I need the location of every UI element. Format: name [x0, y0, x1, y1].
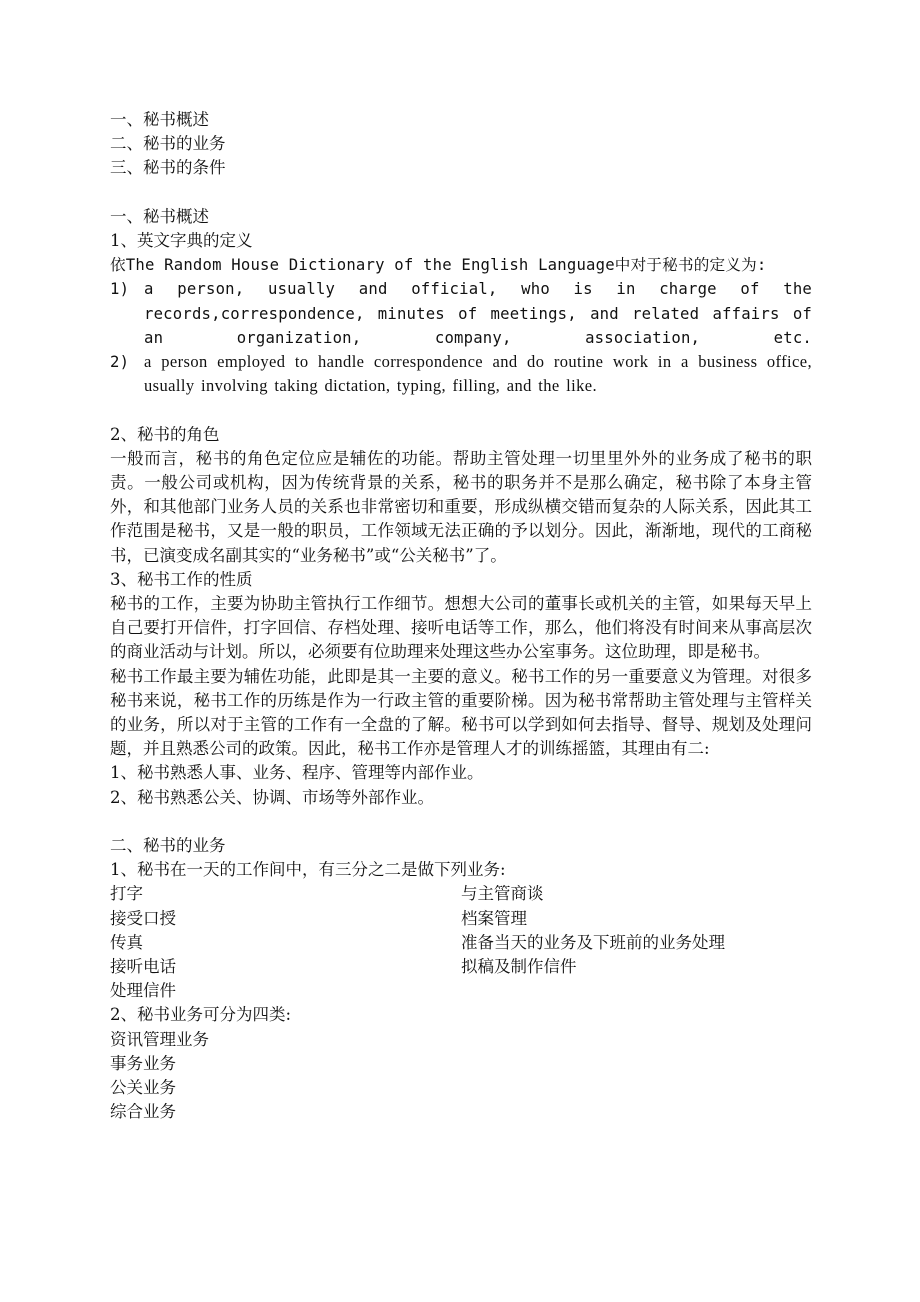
section1-heading: 一、秘书概述	[110, 206, 209, 226]
definition-number: 2)	[110, 353, 130, 372]
sub-heading: 2、秘书业务可分为四类:	[110, 1005, 292, 1025]
task-item: 接受口授	[110, 908, 176, 928]
task-item: 准备当天的业务及下班前的业务处理	[461, 932, 725, 952]
category-item: 综合业务	[110, 1102, 176, 1122]
paragraph: 秘书的工作，主要为协助主管执行工作细节。想想大公司的董事长或机关的主管，如果每天早上自己要打开信件，打字回信、存档处理、接听电话等工作，那么，他们将没有时间来从事高层次的商业活动与计划。所以，必须要有位助理来处理这些办公室事务。这位助理，即是秘书。	[110, 594, 812, 662]
task-columns	[110, 882, 812, 1003]
definition-item	[110, 350, 812, 398]
definition-item	[110, 277, 812, 350]
category-item: 事务业务	[110, 1053, 176, 1073]
definition-number: 1)	[110, 280, 130, 299]
sub-heading: 1、英文字典的定义	[110, 231, 253, 250]
task-item: 与主管商谈	[461, 884, 544, 904]
task-item: 处理信件	[110, 981, 176, 1001]
task-item: 档案管理	[461, 908, 527, 928]
task-item: 传真	[110, 932, 143, 952]
sub-heading: 2、秘书的角色	[110, 424, 220, 444]
category-item: 资讯管理业务	[110, 1029, 209, 1049]
task-item: 接听电话	[110, 957, 176, 977]
task-item: 打字	[110, 884, 143, 904]
toc-item: 三、秘书的条件	[110, 158, 226, 178]
list-item: 1、秘书熟悉人事、业务、程序、管理等内部作业。	[110, 763, 484, 783]
task-item: 拟稿及制作信件	[461, 957, 577, 977]
definition-intro: 依The Random House Dictionary of the English Language中对于秘书的定义为:	[110, 256, 767, 275]
toc-item: 二、秘书的业务	[110, 134, 226, 154]
definition-text: a person, usually and official, who is in charge of the records,correspondence, minutes of meetings, and related affairs of an organization, company, association, etc.	[144, 280, 812, 347]
sub-heading: 1、秘书在一天的工作间中，有三分之二是做下列业务:	[110, 860, 506, 880]
definition-text: a person employed to handle correspondence and do routine work in a business office, usually involving taking dictation, typing, filling, and the like.	[144, 352, 812, 396]
paragraph: 一般而言，秘书的角色定位应是辅佐的功能。帮助主管处理一切里里外外的业务成了秘书的职责。一般公司或机构，因为传统背景的关系，秘书的职务并不是那么确定，秘书除了本身主管外，和其他部门业务人员的关系也非常密切和重要，形成纵横交错而复杂的人际关系，因此其工作范围是秘书，又是一般的职员，工作领域无法正确的予以划分。因此，渐渐地，现代的工商秘书，已演变成名副其实的“业务秘书”或“公关秘书”了。	[110, 448, 812, 565]
paragraph: 秘书工作最主要为辅佐功能，此即是其一主要的意义。秘书工作的另一重要意义为管理。对很多秘书来说，秘书工作的历练是作为一行政主管的重要阶梯。因为秘书常帮助主管处理与主管样关的业务，所以对于主管的工作有一全盘的了解。秘书可以学到如何去指导、督导、规划及处理问题，并且熟悉公司的政策。因此，秘书工作亦是管理人才的训练摇篮，其理由有二:	[110, 666, 812, 759]
category-item: 公关业务	[110, 1078, 176, 1098]
document-page	[110, 108, 812, 1124]
toc-item: 一、秘书概述	[110, 110, 209, 129]
list-item: 2、秘书熟悉公关、协调、市场等外部作业。	[110, 787, 434, 807]
task-column-left	[110, 882, 461, 1003]
sub-heading: 3、秘书工作的性质	[110, 569, 253, 589]
section2-heading: 二、秘书的业务	[110, 836, 226, 856]
task-column-right	[461, 882, 812, 1003]
